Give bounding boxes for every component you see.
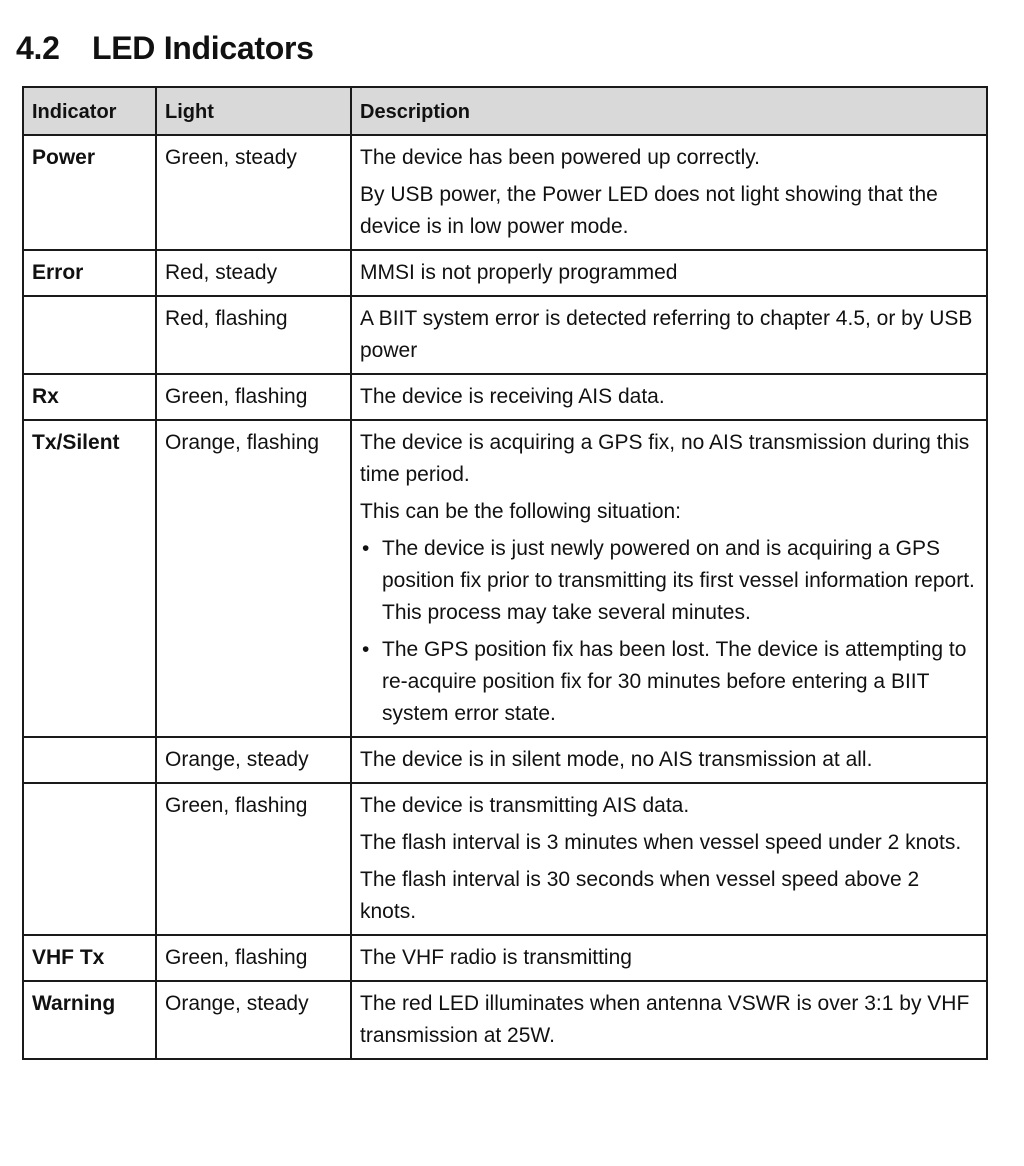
description-cell [351,981,987,1059]
description-cell [351,783,987,935]
description-paragraph: The device is transmitting AIS data. [360,794,690,817]
indicator-cell [23,737,156,783]
description-paragraph: The red LED illuminates when antenna VSWR is over 3:1 by VHF transmission at 25W. [360,992,970,1047]
description-paragraph: The device is acquiring a GPS fix, no AIS transmission during this time period. [360,431,970,486]
section-number: 4.2 [16,30,60,66]
description-paragraph: By USB power, the Power LED does not light showing that the device is in low power mode. [360,183,938,238]
indicator-cell: Error [23,250,156,296]
light-cell: Orange, steady [156,981,351,1059]
light-cell: Orange, flashing [156,420,351,737]
list-item [360,533,978,629]
indicator-cell: Rx [23,374,156,420]
led-indicator-table [22,86,988,1060]
light-cell: Green, steady [156,135,351,250]
bullet-icon: • [362,638,370,661]
table-row [23,296,987,374]
light-cell: Red, flashing [156,296,351,374]
description-paragraph: MMSI is not properly programmed [360,261,678,284]
description-paragraph: The flash interval is 30 seconds when vessel speed above 2 knots. [360,868,920,923]
light-cell: Green, flashing [156,783,351,935]
indicator-cell: Tx/Silent [23,420,156,737]
description-paragraph: The device is in silent mode, no AIS transmission at all. [360,748,873,771]
bullet-list [360,533,978,730]
table-row [23,374,987,420]
light-cell: Green, flashing [156,374,351,420]
indicator-cell [23,296,156,374]
table-body [23,135,987,1059]
section-heading [16,24,314,72]
column-header-description: Description [351,87,987,135]
bullet-text: The GPS position fix has been lost. The device is attempting to re-acquire position fix for 30 minutes before entering a BIIT system error state. [382,638,967,725]
table-row [23,981,987,1059]
description-paragraph: The device is receiving AIS data. [360,385,665,408]
bullet-icon: • [362,537,370,560]
description-paragraph: The VHF radio is transmitting [360,946,632,969]
table-row [23,135,987,250]
description-cell [351,374,987,420]
description-paragraph: A BIIT system error is detected referring to chapter 4.5, or by USB power [360,307,973,362]
description-paragraph: The flash interval is 3 minutes when vessel speed under 2 knots. [360,831,962,854]
indicator-cell: Warning [23,981,156,1059]
description-paragraph: The device has been powered up correctly. [360,146,761,169]
light-cell: Green, flashing [156,935,351,981]
table-row [23,420,987,737]
table-row [23,250,987,296]
table-row [23,783,987,935]
indicator-cell [23,783,156,935]
column-header-indicator: Indicator [23,87,156,135]
light-cell: Red, steady [156,250,351,296]
description-cell [351,250,987,296]
description-cell [351,935,987,981]
table-row [23,935,987,981]
description-paragraph: This can be the following situation: [360,500,682,523]
column-header-light: Light [156,87,351,135]
list-item [360,634,978,730]
description-cell [351,420,987,737]
bullet-text: The device is just newly powered on and is acquiring a GPS position fix prior to transmitting its first vessel information report. This process may take several minutes. [382,537,975,624]
table-header-row [23,87,987,135]
section-title: LED Indicators [92,30,314,66]
indicator-cell: VHF Tx [23,935,156,981]
indicator-cell: Power [23,135,156,250]
description-cell [351,135,987,250]
table-row [23,737,987,783]
description-cell [351,737,987,783]
light-cell: Orange, steady [156,737,351,783]
description-cell [351,296,987,374]
